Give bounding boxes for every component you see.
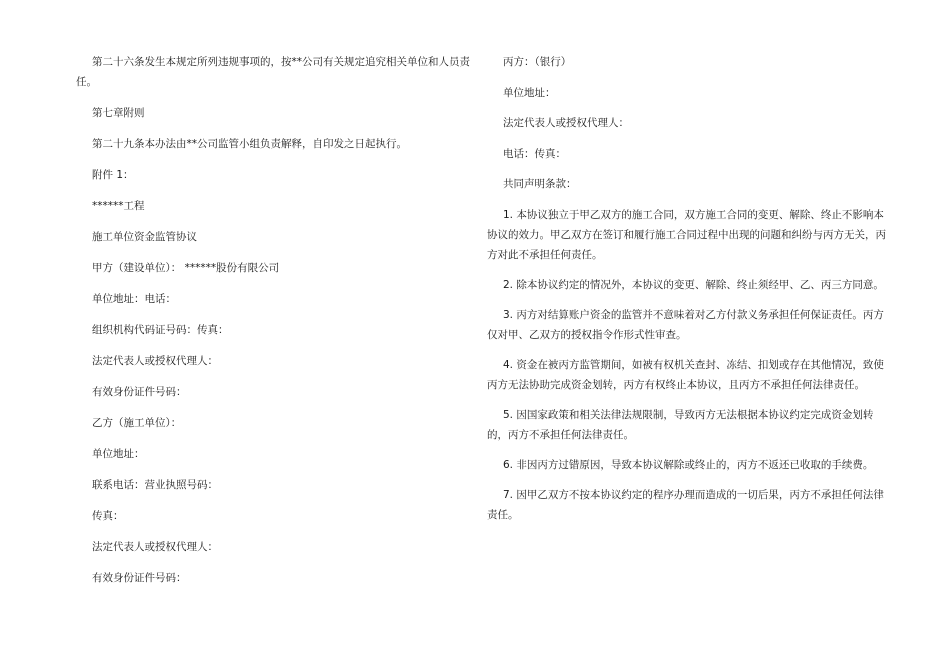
party-b-phone-license: 联系电话：营业执照号码： (92, 479, 218, 491)
chapter-7-heading: 第七章附则 (92, 107, 145, 119)
party-b-id-number: 有效身份证件号码： (92, 572, 187, 584)
party-c-representative: 法定代表人或授权代理人： (503, 117, 629, 129)
party-b-fax: 传真： (92, 510, 124, 522)
party-c-line: 丙方：（银行） (503, 56, 572, 68)
party-b-address: 单位地址： (92, 448, 145, 460)
agreement-title: 施工单位资金监管协议 (92, 231, 197, 243)
clause-1: 1. 本协议独立于甲乙双方的施工合同，双方施工合同的变更、解除、终止不影响本协议的效力。甲乙双方在签订和履行施工合同过程中出现的问题和纠纷与丙方无关，丙方对此不承担任何责任。 (487, 208, 886, 261)
left-column (76, 52, 476, 599)
party-a-representative: 法定代表人或授权代理人： (92, 355, 218, 367)
clause-3: 3. 丙方对结算账户资金的监管并不意味着对乙方付款义务承担任何保证责任。丙方仅对甲、乙双方的授权指令作形式性审查。 (487, 308, 884, 341)
joint-declaration-heading: 共同声明条款： (503, 178, 577, 190)
party-a-id-number: 有效身份证件号码： (92, 386, 187, 398)
clause-4: 4. 资金在被丙方监管期间，如被有权机关查封、冻结、扣划或存在其他情况，致使丙方无法协助完成资金划转，丙方有权终止本协议，且丙方不承担任何法律责任。 (487, 358, 884, 391)
party-a-line: 甲方（建设单位）： ******股份有限公司 (92, 262, 280, 274)
party-a-address-phone: 单位地址：电话： (92, 293, 176, 305)
article-29-paragraph: 第二十九条本办法由**公司监管小组负责解释，自印发之日起执行。 (92, 138, 407, 150)
attachment-label: 附件 1： (92, 169, 134, 181)
party-b-line: 乙方（施工单位）： (92, 417, 182, 429)
party-c-address: 单位地址： (503, 86, 556, 99)
clause-2: 2. 除本协议约定的情况外，本协议的变更、解除、终止须经甲、乙、丙三方同意。 (503, 278, 884, 291)
project-name: ******工程 (92, 200, 145, 212)
party-a-org-code-fax: 组织机构代码证号码：传真： (92, 324, 229, 336)
right-column (487, 52, 887, 535)
clause-5: 5. 因国家政策和相关法律法规限制，导致丙方无法根据本协议约定完成资金划转的，丙方不承担任何法律责任。 (487, 408, 874, 441)
clause-6: 6. 非因丙方过错原因，导致本协议解除或终止的，丙方不返还已收取的手续费。 (503, 458, 874, 471)
article-26-paragraph: 第二十六条发生本规定所列违规事项的，按**公司有关规定追究相关单位和人员责任。 (76, 56, 470, 88)
clause-7: 7. 因甲乙双方不按本协议约定的程序办理而造成的一切后果，丙方不承担任何法律责任。 (487, 488, 884, 521)
party-b-representative: 法定代表人或授权代理人： (92, 541, 218, 553)
party-c-phone-fax: 电话：传真： (503, 147, 566, 160)
